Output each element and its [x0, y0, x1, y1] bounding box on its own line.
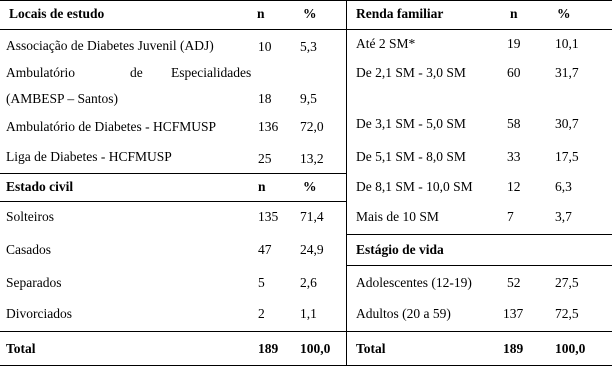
estado-civil-row-2-label: Casados [6, 242, 51, 257]
renda-pct-header: % [557, 6, 571, 21]
estado-civil-row-1-n: 135 [258, 209, 279, 224]
estagio-row-2-n: 137 [503, 306, 524, 321]
right-header-rule [346, 29, 612, 30]
left-section-rule-2 [0, 201, 346, 202]
renda-row-4-label: De 5,1 SM - 8,0 SM [356, 149, 466, 164]
renda-row-4-n: 33 [507, 149, 521, 164]
renda-row-6-n: 7 [507, 209, 514, 224]
locais-row-2-word-1: Ambulatório [6, 65, 75, 80]
locais-row-3-n: 136 [258, 119, 279, 134]
estado-civil-row-2-n: 47 [258, 242, 272, 257]
locais-row-2-n: 18 [258, 91, 272, 106]
total-rule [0, 331, 612, 332]
renda-row-4-pct: 17,5 [555, 149, 579, 164]
estagio-row-2-pct: 72,5 [555, 306, 579, 321]
locais-row-4-pct: 13,2 [300, 151, 324, 166]
estado-civil-row-4-n: 2 [258, 306, 265, 321]
renda-n-header: n [510, 6, 518, 21]
estagio-row-1-label: Adolescentes (12-19) [356, 275, 472, 290]
locais-row-1-label: Associação de Diabetes Juvenil (ADJ) [6, 38, 214, 53]
total-left-label: Total [6, 341, 36, 356]
renda-row-5-n: 12 [507, 179, 521, 194]
estado-civil-row-1-pct: 71,4 [300, 209, 324, 224]
estado-civil-header: Estado civil [6, 179, 74, 194]
estado-civil-row-2-pct: 24,9 [300, 242, 324, 257]
renda-row-6-label: Mais de 10 SM [356, 209, 439, 224]
locais-pct-header: % [303, 6, 317, 21]
estagio-row-1-pct: 27,5 [555, 275, 579, 290]
locais-row-4-label: Liga de Diabetes - HCFMUSP [6, 149, 172, 164]
renda-row-3-pct: 30,7 [555, 116, 579, 131]
renda-row-3-n: 58 [507, 116, 521, 131]
renda-row-2-n: 60 [507, 65, 521, 80]
total-right-label: Total [356, 341, 386, 356]
renda-row-3-label: De 3,1 SM - 5,0 SM [356, 116, 466, 131]
locais-header: Locais de estudo [9, 6, 105, 21]
estado-civil-pct-header: % [303, 179, 317, 194]
locais-row-2-word-2: de [130, 65, 143, 80]
locais-row-1-n: 10 [258, 39, 272, 54]
renda-header: Renda familiar [356, 6, 444, 21]
estagio-header: Estágio de vida [356, 242, 444, 257]
locais-row-2-pct: 9,5 [300, 91, 317, 106]
locais-row-3-label: Ambulatório de Diabetes - HCFMUSP [6, 119, 216, 134]
locais-n-header: n [257, 6, 265, 21]
renda-row-2-pct: 31,7 [555, 65, 579, 80]
locais-row-1-pct: 5,3 [300, 39, 317, 54]
renda-row-5-pct: 6,3 [555, 179, 572, 194]
renda-row-1-pct: 10,1 [555, 36, 579, 51]
locais-row-4-n: 25 [258, 151, 272, 166]
left-section-rule [0, 173, 346, 174]
estagio-row-2-label: Adultos (20 a 59) [356, 306, 451, 321]
total-right-pct: 100,0 [555, 341, 586, 356]
locais-row-3-pct: 72,0 [300, 119, 324, 134]
estado-civil-row-1-label: Solteiros [6, 209, 55, 224]
total-left-n: 189 [258, 341, 279, 356]
right-section-rule [346, 234, 612, 235]
renda-row-1-n: 19 [507, 36, 521, 51]
estado-civil-n-header: n [258, 179, 266, 194]
total-right-n: 189 [503, 341, 524, 356]
estado-civil-row-3-pct: 2,6 [300, 275, 317, 290]
total-left-pct: 100,0 [300, 341, 331, 356]
estado-civil-row-4-label: Divorciados [6, 306, 72, 321]
estagio-row-1-n: 52 [507, 275, 521, 290]
column-divider [346, 0, 347, 366]
estado-civil-row-3-n: 5 [258, 275, 265, 290]
locais-row-2-word-3: Especialidades [171, 65, 252, 80]
estado-civil-row-4-pct: 1,1 [300, 306, 317, 321]
renda-row-2-label: De 2,1 SM - 3,0 SM [356, 65, 466, 80]
left-header-rule [0, 29, 346, 30]
locais-row-2-label-line2: (AMBESP – Santos) [6, 91, 119, 106]
estado-civil-row-3-label: Separados [6, 275, 62, 290]
right-section-rule-2 [346, 265, 612, 266]
renda-row-5-label: De 8,1 SM - 10,0 SM [356, 179, 473, 194]
renda-row-1-label: Até 2 SM* [356, 36, 416, 51]
renda-row-6-pct: 3,7 [555, 209, 572, 224]
top-rule [0, 0, 612, 1]
